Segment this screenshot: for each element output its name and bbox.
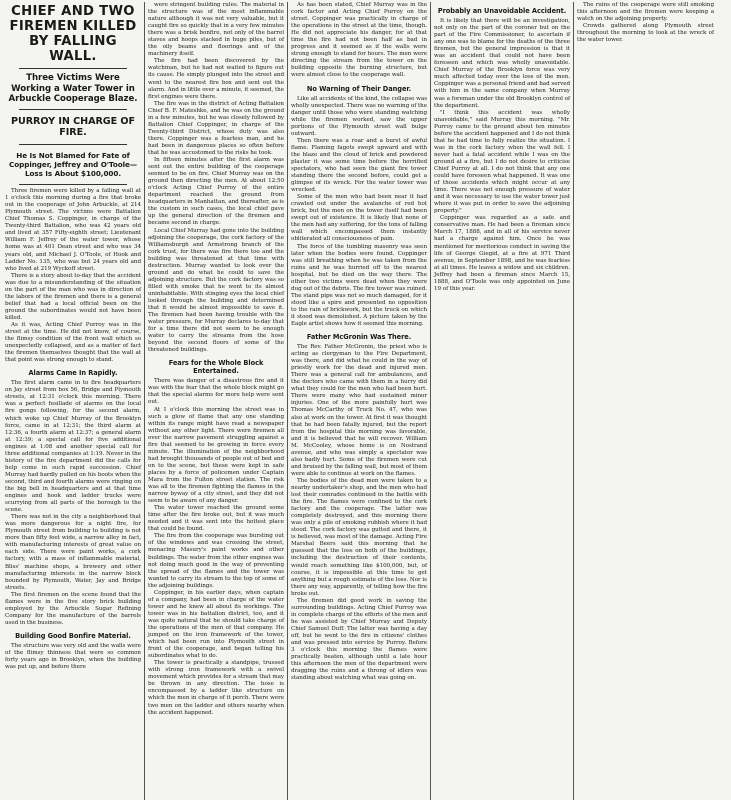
- column-5: [574, 2, 717, 800]
- headline-deck-3: He Is Not Blamed for Fate of Coppinger, Jeffrey and O'Toole—Loss Is About $100,000.: [9, 150, 137, 178]
- subheading: Probably an Unavoidable Accident.: [437, 7, 567, 15]
- article-paragraph: The fire was in the district of Acting Battalion Chief B. F. Mateshke, and he was on the ground in a few minutes, but he was closely followed by Battalion Chief Coppinger, in charge of the Twenty-third District, whose duty was also there. Coppinger was a fearless man, and he had been in dangerous places so often before that he was accustomed to the risks he took.: [148, 100, 284, 156]
- headline-deck-1: Three Victims Were Working a Water Tower in Arbuckle Cooperage Blaze.: [8, 73, 138, 104]
- subheading: No Warning of Their Danger.: [306, 84, 412, 93]
- column-1: [2, 2, 145, 800]
- article-paragraph: Coppinger was regarded as a safe and conservative man. He had been a fireman since March 17, 1888, and in all of his service never had a charge against him. Once he was mentioned for meritorious conduct in saving the life of George Giegid, at a fire at 971 Third avenue, in September 1898, and he was fearless at all times. He leaves a widow and six children. Jeffrey had been a fireman since March 15, 1888, and O'Toole was only appointed on June 19 of this year.: [434, 215, 570, 292]
- article-paragraph: Then there was a roar and a burst of awful flame. Flaming fagots swept upward and with the blaze and the cloud of brick and powdered plaster it was some time before the horrified spectators, who had seen the giant fire tower standing there the second before, could get a glimpse of its wreck. For the water tower was wrecked.: [291, 137, 427, 194]
- article-paragraph: "I think this accident was wholly unavoidable," said Murray this morning. "Mr. Purroy came to the ground about ten minutes before the accident happened and I do not think that he had time to fully realize the situation. I was in the cork factory when the wall fell. I never had a fatal accident while I was on the ground at a fire, but I do not desire to criticise Chief Purroy at all. I do not think that any one could have foreseen what happened. It was one of those accidents which might occur at any time. There was not enough pressure of water and it was necessary to use the water tower just where it was put in order to save the adjoining property.": [434, 109, 570, 215]
- article-paragraph: The bodies of the dead men were taken to a nearby undertaker's shop, and the men who had lost their comrades continued in the battle with the fire. The flames were confined to the cork factory and the cooperage. The latter was completely destroyed, and this morning there was only a pile of smoking rubbish where it had stood. The cork factory was gutted and there, it is believed, was most of the damage. Acting Fire Marshal Beers said this morning that he guessed that the loss on both of the buildings, including the destruction of their contents, would reach something like $100,000, but, of course, it is impossible at this time to get anything but a rough estimate of the loss. Nor is there any way, apparently, of telling how the fire broke out.: [291, 477, 427, 597]
- subheading: Father McGronin Was There.: [306, 333, 412, 342]
- article-paragraph: As it was, Acting Chief Purroy was in the street at the time. He did not know, of course, the flimsy condition of the front wall which so unexpectedly collapsed, and as a matter of fact the firemen themselves thought that the wall at that point was strong enough to stand.: [5, 322, 141, 364]
- article-paragraph: The first firemen on the scene found that the flames were in the five story brick building employed by the Arbuckle Sugar Refining Company for the manufacture of the barrels used in the business.: [5, 591, 141, 626]
- article-paragraph: In fifteen minutes after the first alarm was sent out the entire building of the cooperage seemed to be on fire. Chief Murray was on the ground then directing the men. At about 12:50 o'clock Acting Chief Purroy of the entire department reached the ground from headquarters in Manhattan, and thereafter, as is the custom in such cases, the local chief gave up the general direction of the firemen and became second in charge.: [148, 157, 284, 227]
- divider: [19, 68, 127, 69]
- article-paragraph: were stringent building rules. The material in the structure was of the most inflammable nature although it was not very valuable, but it caught fire so quickly that in a very few minutes there was a brisk bonfire, not only of the barrel staves and hoops stacked in huge piles, but of the oily beams and floorings and of the machinery itself.: [148, 2, 284, 58]
- article-paragraph: The fire had been discovered by the watchman, but he had not waited to figure out its cause. He simply plunged into the street and went to the nearest fire box and sent out the alarm. And in little over a minute, it seemed, the first engines were there.: [148, 58, 284, 100]
- column-3: [288, 2, 431, 800]
- article-paragraph: The tower is practically a standpipe, trussed with strong iron framework with a swivel movement which provides for a stream that may be thrown in any direction. The hose is encompassed by a ladder like structure on which the men in charge of it perch. There were two men on the ladder and others nearby when the accident happened.: [148, 660, 284, 716]
- article-paragraph: Like all accidents of the kind, the collapse was wholly unexpected. There was no warning of the danger until those who were standing watching while the firemen worked, saw the upper portions of the Plymouth street wall bulge outward.: [291, 95, 428, 137]
- subheading: Alarms Came In Rapidly.: [28, 369, 118, 378]
- article-paragraph: The Rev. Father McGronin, the priest who is acting as clergyman to the Fire Department, was there, and did what he could in the way of priestly work for the dead and injured men. There was a general call for ambulances, and the doctors who came with them in a hurry did what they could for the men who had been hurt. There were many who had sustained minor injuries. One of the more painfully hurt was Thomas McCarthy of Truck No. 47, who was also at work on the tower. At first it was thought that he had been fatally injured, but the report from the hospital this morning was favorable, and it is believed that he will recover. William M. McCooley, whose home is on Nostrand avenue, and who was simply a spectator was also badly hurt. Some of the firemen were cut and bruised by the falling wall, but most of them were able to continue at work on the flames.: [291, 344, 427, 477]
- article-paragraph: Three firemen were killed by a falling wall at 1 o'clock this morning during a fire that broke out in the cooperage of John Arbuckle, at 214 Plymouth street. The victims were Battalion Chief Thomas S. Coppinger, in charge of the Twenty-third Battalion, who was 42 years old and lived at 357 Fifty-eighth street; Lieutenant William F. Jeffrey of the water tower, whose home was at 401 Dean street and who was 34 years old, and Michael J. O'Toole, of Hook and Ladder No. 135, who was but 24 years old and who lived at 219 Wyckoff street.: [5, 188, 141, 272]
- subheading: Fears for the Whole Block Entertained.: [168, 359, 264, 376]
- divider: [19, 184, 127, 185]
- column-2: [145, 2, 288, 800]
- article-paragraph: The structure was very old and the walls were of the flimsy thinness that were so common forty years ago in Brooklyn, when the building was put up, and before there: [5, 642, 141, 671]
- article-paragraph: The fire from the cooperage was bursting out of the windows and was crossing the street, menacing Masury's paint works and other buildings. The water from the other engines was not doing much good in the way of preventing the spread of the flames and the tower was wanted to carry its stream to the top of some of the adjoining buildings.: [148, 533, 284, 589]
- article-paragraph: The force of the tumbling masonry was seen later when the bodies were found. Coppinger was still breathing when he was taken from the ruins and he was hurried off to the nearest hospital, but he died on the way there. The other two victims were dead when they were dug out of the debris. The fire tower was ruined. The stand pipe was not so much damaged, for it stood like a spire and presented no opposition to the rain of brickwork, but the truck on which it stood was demolished. A picture taken by the Eagle artist shows how it seemed this morning.: [291, 243, 427, 328]
- divider: [19, 144, 127, 145]
- article-paragraph: There was not in the city a neighborhood that was more dangerous for a night fire, for Plymouth street from building to building is not more than fifty feet wide, a narrow alley in fact, with manufacturing interests of great value on each side. There were paint works, a cork factory, with a mass of inflammable material, Bliss' machine shops, a brewery and other manufacturing interests in the narrow block bounded by Plymouth, Water, Jay and Bridge streets.: [5, 514, 141, 591]
- article-paragraph: Local Chief Murray had gone into the building adjoining the cooperage, the cork factory of the Williamsburgh and Armstrong branch of the cork trust, for there was fire there too and the building was threatened at that time with destruction. Murray wanted to look over the ground and do what he could to save the adjoining structure. But the cork factory was so filled with smoke that he went to its almost uninhabitable. With stinging eyes the local chief looked through the building and determined that it would be almost impossible to save it. The firemen had been having trouble with the water pressure, for Murray declares to-day that for a time there did not seem to be enough water to carry the streams from the hose beyond the second floors of some of the threatened buildings.: [148, 227, 284, 354]
- article-paragraph: The first alarm came in to fire headquarters on Jay street from box 56, Bridge and Plymouth streets, at 12:31 o'clock this morning. There was a perfect fusillade of alarms on the local fire gongs following, for the second alarm, which woke up Chief Murray of the Brooklyn force, came in at 12:31; the third alarm at 12:36, a fourth alarm at 12:37; a general alarm at 12:39; a special call for five additional engines at 1:08 and another special call for three additional companies at 1:19. Never in the history of the fire department did the calls for help come in such rapid succession. Chief Murray had hardly pulled on his boots when the second, third and fourth alarms were ringing on the big bell in headquarters and at that time engines and hook and ladder trucks were scurrying from all parts of the borough to the scene.: [5, 380, 141, 514]
- article-paragraph: The water tower reached the ground some time after the fire broke out, but it was much needed and it was sent into the hottest place that could be found.: [148, 505, 284, 533]
- article-paragraph: At 1 o'clock this morning the street was in such a glow of flame that any one standing within its range might have read a newspaper without any other light. There were firemen all over the narrow pavement struggling against a fire that seemed to be growing in force every minute. The illumination of the neighborhood had brought thousands of people out of bed and on to the scene, but these were kept in safe places by a force of policemen under Captain Mara from the Fulton street station. The risk was all to the firemen fighting the flames in the narrow byway of a city street, and they did not seem to be aware of any danger.: [148, 406, 284, 505]
- article-paragraph: Coppinger, in his earlier days, when captain of a company, had been in charge of the water tower and he knew all about its workings. The tower was in his battalion district, too, and it was quite natural that he should take charge of the operations of the men of that company. He jumped on the iron framework of the tower, which had been run into Plymouth street in front of the cooperage, and began telling his subordinates what to do.: [148, 589, 284, 660]
- article-paragraph: There is a story about to-day that the accident was due to a misunderstanding of the situation on the part of the man who was in direction of the labors of the firemen and there is a general belief that had a local official been on the ground the subordinates would not have been killed.: [5, 272, 141, 321]
- divider: [19, 109, 127, 110]
- column-4: [431, 2, 574, 800]
- article-paragraph: The firemen did good work in saving the surrounding buildings. Acting Chief Purroy was in complete charge of the efforts of the men and he was assisted by Chief Murray and Deputy Chief Samuel Duff. The latter was having a day off, but he went to the fire in citizens' clothes and was pressed into service by Purroy. Before 3 o'clock this morning the flames were practically beaten, although until a late hour this afternoon the men of the department were dragging the ruins and a throng of idlers was standing about watching what was going on.: [291, 597, 427, 682]
- article-paragraph: Some of the men who had been near it had crawled out under the avalanche of red hot brick, but the men on the tower itself had been swept out of existence. It is likely that none of the men had any suffering, for the tons of falling wall which encompassed them instantly obliterated all consciousness of pain.: [291, 194, 427, 243]
- main-headline: CHIEF AND TWO FIREMEN KILLED BY FALLING WALL.: [9, 4, 137, 64]
- article-paragraph: The ruins of the cooperage were still smoking this afternoon and the firemen were keeping a watch on the adjoining property.: [577, 2, 714, 23]
- article-paragraph: Crowds gathered along Plymouth street throughout the morning to look at the wreck of the water tower.: [577, 23, 714, 44]
- article-paragraph: As has been stated, Chief Murray was in the cork factor and Acting Chief Purroy on the street. Coppinger was practically in charge of the operations in the street at the time, though. He did not appreciate his danger, for at that time the fire had not been half as bad in progress and it seemed as if the walls were strong enough to stand for hours. The men were directing the stream from the tower on the building opposite the burning structure, but were almost close to the cooperage wall.: [291, 2, 427, 79]
- article-paragraph: There was danger of a disastrous fire and it was with the fear that the whole block might go that the special alarms for more help were sent out.: [148, 378, 284, 406]
- headline-deck-2: PURROY IN CHARGE OF FIRE.: [10, 115, 136, 138]
- article-paragraph: It is likely that there will be an investigation, not only on the part of the coroner but on the part of the Fire Commissioner, to ascertain if any one was to blame for the deaths of the three firemen, but the general impression is that it was an accident that could not have been foreseen and which was wholly unavoidable. Chief Murray of the Brooklyn force was very much affected today over the loss of the men. Coppinger was a personal friend and had served with him in the same company when Murray was a foreman under the old Brooklyn control of the department.: [434, 18, 570, 109]
- subheading: Building Good Bonfire Material.: [15, 631, 131, 640]
